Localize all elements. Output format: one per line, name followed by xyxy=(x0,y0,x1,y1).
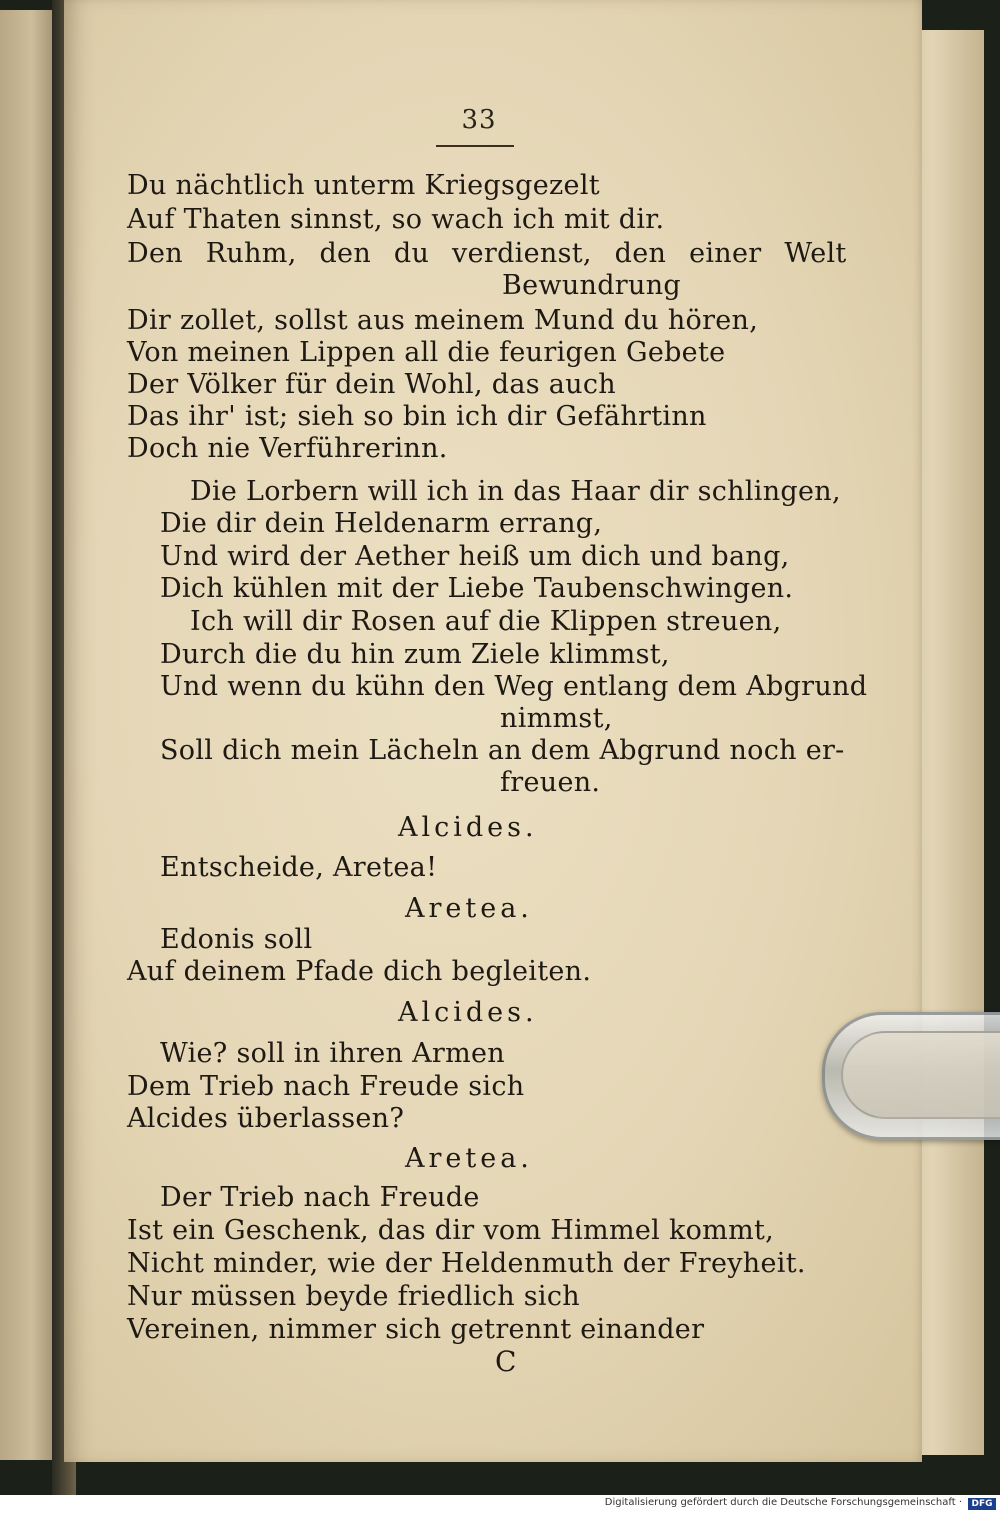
text-line: Den Ruhm, den du verdienst, den einer Welt xyxy=(127,238,847,269)
text-line: Alcides überlassen? xyxy=(127,1103,405,1134)
text-line: Doch nie Verführerinn. xyxy=(127,433,448,464)
text-line: Dich kühlen mit der Liebe Taubenschwingen. xyxy=(160,573,794,604)
page-clip xyxy=(822,1012,1000,1140)
speaker-name: Alcides. xyxy=(398,997,538,1028)
text-line: Entscheide, Aretea! xyxy=(160,852,438,883)
text-line: Und wenn du kühn den Weg entlang dem Abgrund xyxy=(160,671,868,702)
text-line: Der Völker für dein Wohl, das auch xyxy=(127,369,616,400)
text-line: Das ihr' ist; sieh so bin ich dir Gefährtinn xyxy=(127,401,707,432)
text-line: Durch die du hin zum Ziele klimmst, xyxy=(160,639,670,670)
text-line: Von meinen Lippen all die feurigen Gebete xyxy=(127,337,726,368)
speaker-name: Aretea. xyxy=(405,1143,533,1174)
text-line: Ist ein Geschenk, das dir vom Himmel kommt, xyxy=(127,1215,775,1246)
text-line: Die Lorbern will ich in das Haar dir schlingen, xyxy=(190,476,841,507)
text-line: Soll dich mein Lächeln an dem Abgrund noch er- xyxy=(160,735,845,766)
text-line: Ich will dir Rosen auf die Klippen streuen, xyxy=(190,606,782,637)
text-line: Auf deinem Pfade dich begleiten. xyxy=(127,956,592,987)
text-line: Der Trieb nach Freude xyxy=(160,1182,480,1213)
text-line: nimmst, xyxy=(500,703,613,734)
text-line: freuen. xyxy=(500,767,601,798)
text-line: Nicht minder, wie der Heldenmuth der Freyheit. xyxy=(127,1248,806,1279)
text-line: Wie? soll in ihren Armen xyxy=(160,1038,505,1069)
page-clip-inner xyxy=(841,1031,1000,1119)
text-line: Dem Trieb nach Freude sich xyxy=(127,1071,525,1102)
text-line: Bewundrung xyxy=(502,270,681,301)
text-line: Du nächtlich unterm Kriegsgezelt xyxy=(127,170,600,201)
text-line: Und wird der Aether heiß um dich und bang, xyxy=(160,541,790,572)
text-line: Vereinen, nimmer sich getrennt einander xyxy=(127,1314,705,1345)
text-line: Die dir dein Heldenarm errang, xyxy=(160,508,603,539)
page-number: 33 xyxy=(461,105,497,135)
speaker-name: Aretea. xyxy=(405,893,533,924)
text-line: Dir zollet, sollst aus meinem Mund du hören, xyxy=(127,305,759,336)
dfg-logo: DFG xyxy=(968,1498,996,1510)
catchword: C xyxy=(495,1345,517,1378)
speaker-name: Alcides. xyxy=(398,812,538,843)
text-line: Edonis soll xyxy=(160,924,313,955)
funding-credit: Digitalisierung gefördert durch die Deutsche Forschungsgemeinschaft · xyxy=(604,1497,962,1508)
text-line: Auf Thaten sinnst, so wach ich mit dir. xyxy=(127,204,665,235)
footer-bar xyxy=(0,1495,1000,1513)
text-line: Nur müssen beyde friedlich sich xyxy=(127,1281,580,1312)
